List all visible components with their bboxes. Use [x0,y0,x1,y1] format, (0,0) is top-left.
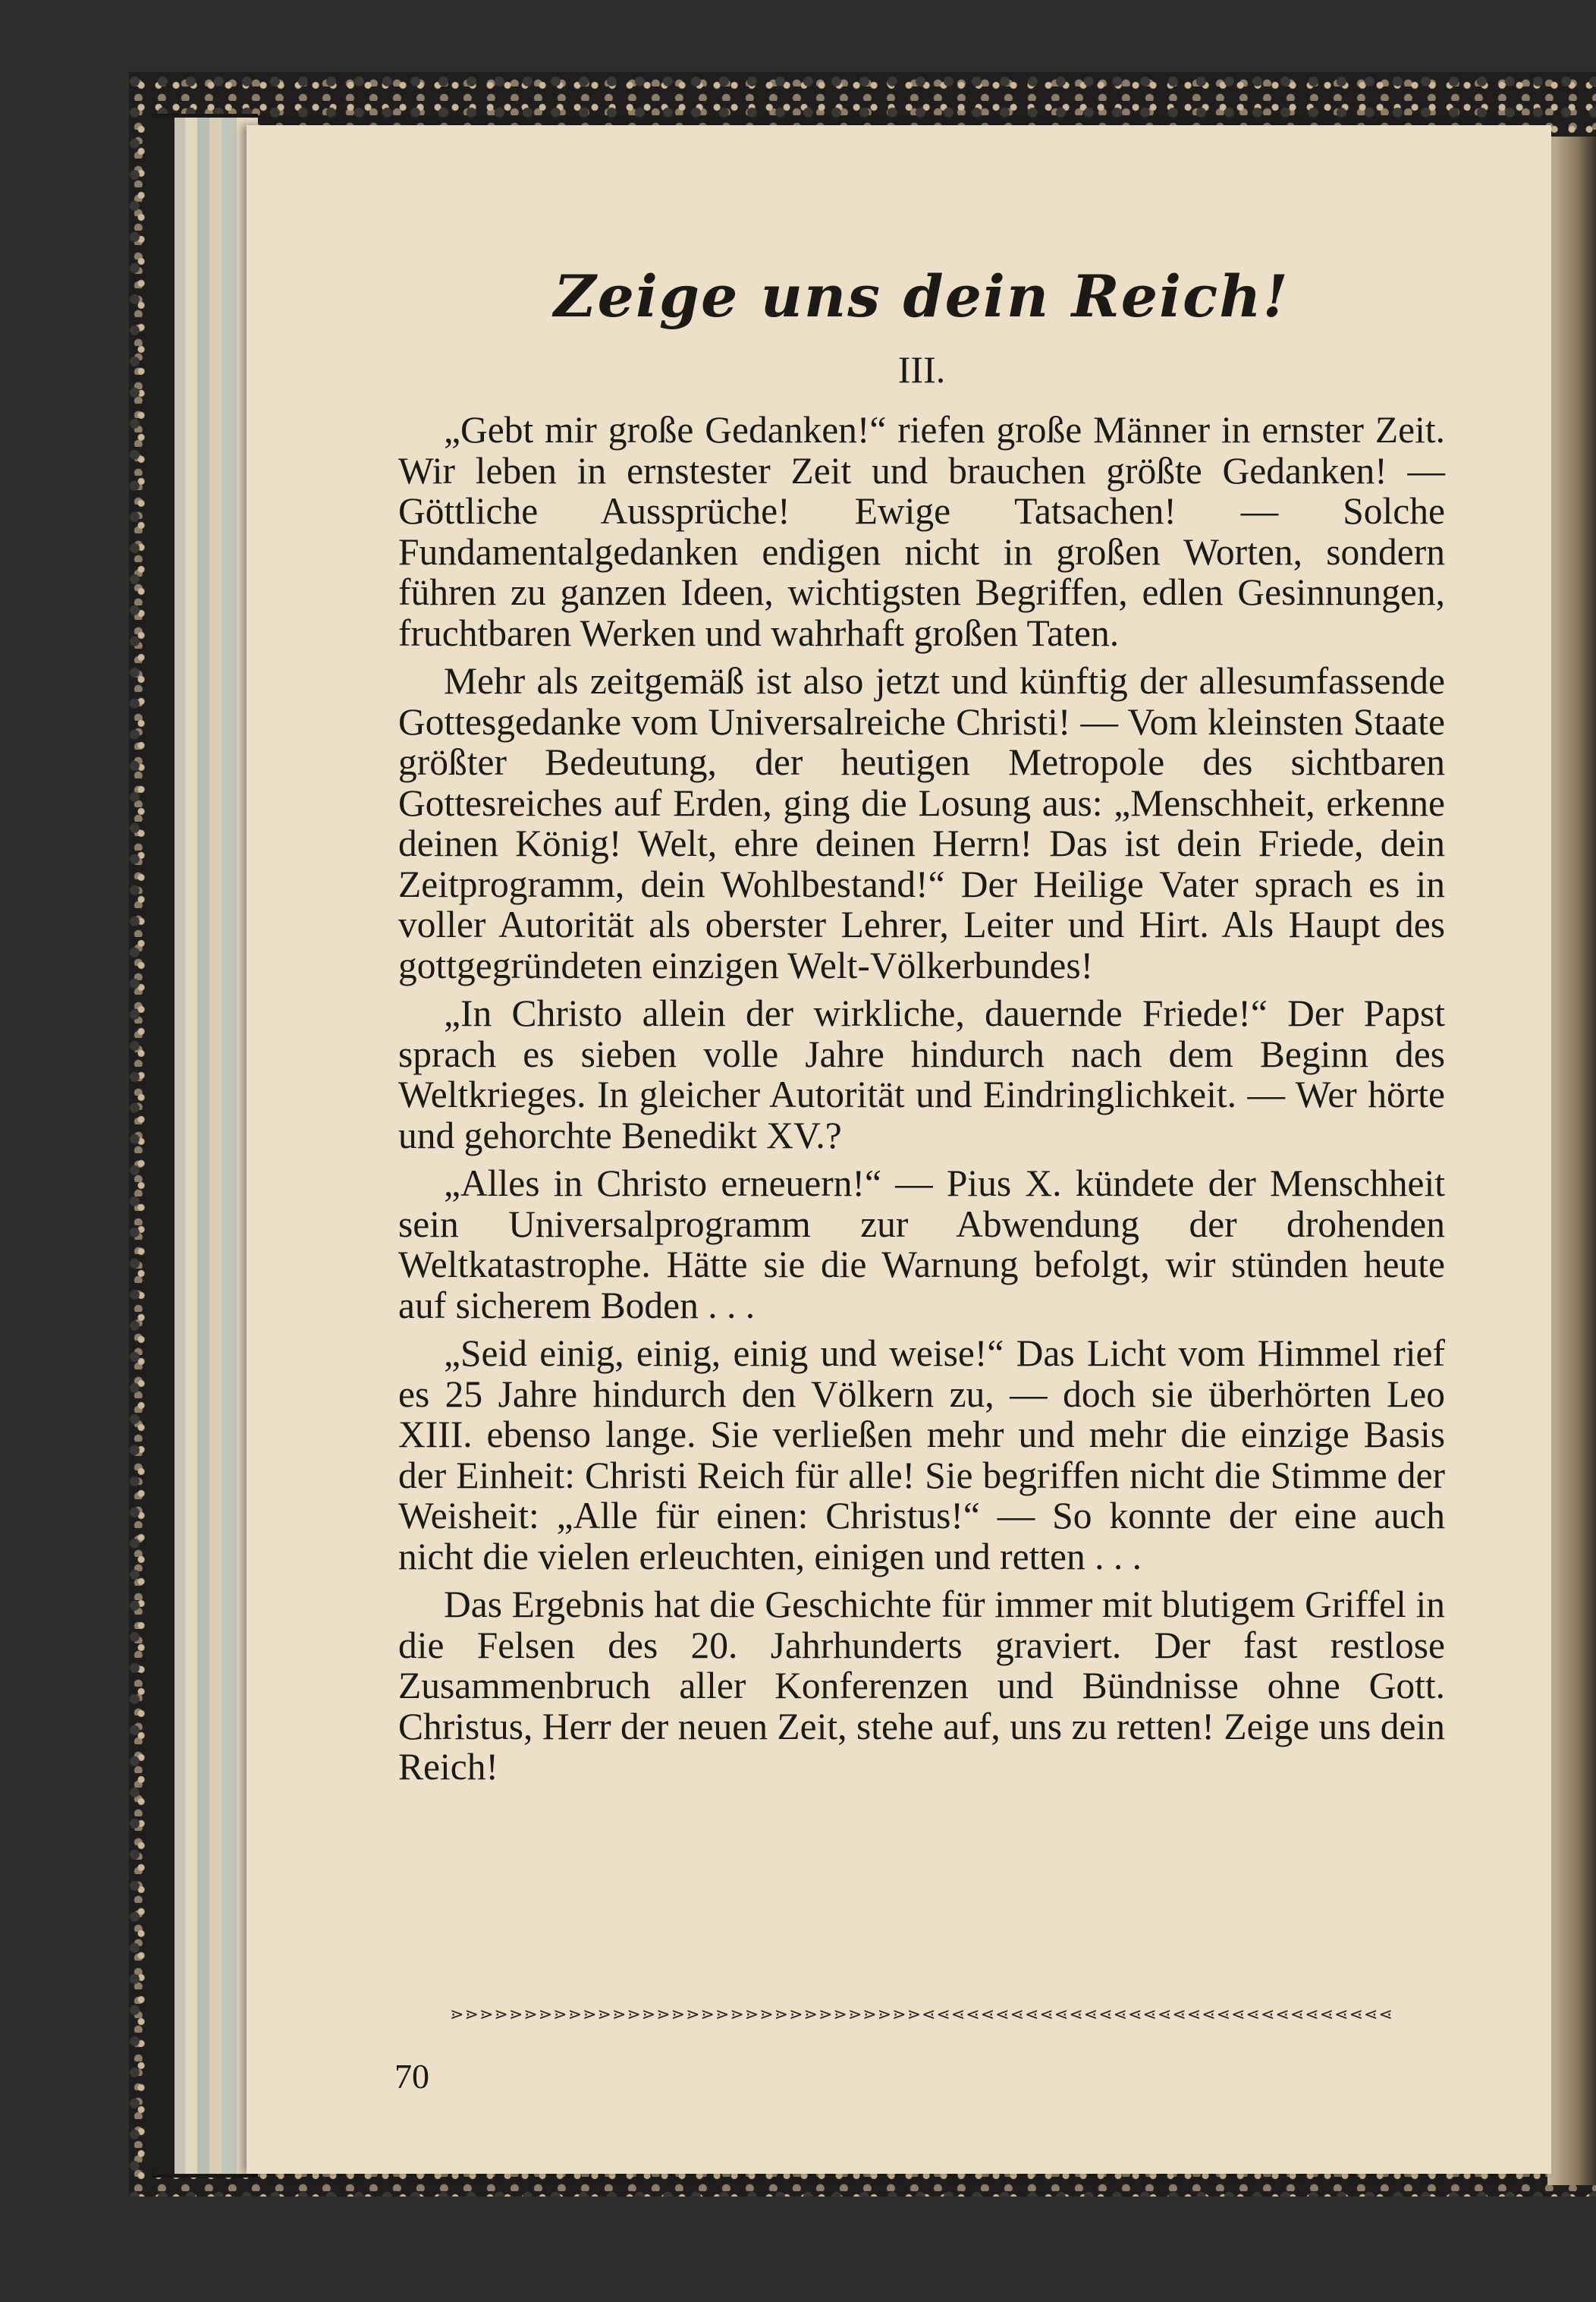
book-page [247,125,1551,2174]
paragraph: Das Ergebnis hat die Geschichte für immer mit blutigem Griffel in die Felsen des 20. Jahrhunderts graviert. Der fast restlose Zusammenbruch aller Konferenzen und Bündnisse ohne Gott. Christus, Herr der neuen Zeit, stehe auf, uns zu retten! Zeige uns dein Reich! [398,1583,1445,1788]
book-gutter [1547,137,1596,2185]
section-number: III. [897,348,946,392]
paragraph: „Alles in Christo erneuern!“ — Pius X. kündete der Menschheit sein Universalprogramm zur Abwendung der drohenden Weltkatastrophe. Hätte sie die Warnung befolgt, wir stünden heute auf sicherem Boden . . . [398,1162,1445,1326]
paragraph: „Gebt mir große Gedanken!“ riefen große Männer in ernster Zeit. Wir leben in ernstester Zeit und brauchen größte Gedanken! — Göttliche Aussprüche! Ewige Tatsachen! — Solche Fundamentalgedanken endigen nicht in großen Worten, sondern führen zu ganzen Ideen, wichtigsten Begriffen, edlen Gesinnungen, fruchtbaren Werken und wahrhaft großen Taten. [398,409,1445,654]
page-number: 70 [394,2057,429,2096]
paragraph: Mehr als zeitgemäß ist also jetzt und künftig der allesumfassende Gottesgedanke vom Universalreiche Christi! — Vom kleinsten Staate größter Bedeutung, der heutigen Metropole des sichtbaren Gottesreiches auf Erden, ging die Losung aus: „Menschheit, erkenne deinen König! Welt, ehre deinen Herrn! Das ist dein Friede, dein Zeitprogramm, dein Wohlbestand!“ Der Heilige Vater sprach es in voller Autorität als oberster Lehrer, Leiter und Hirt. Als Haupt des gottgegründeten einzigen Welt-Völkerbundes! [398,660,1445,986]
paragraph: „In Christo allein der wirkliche, dauernde Friede!“ Der Papst sprach es sieben volle Jahre hindurch nach dem Beginn des Weltkrieges. In gleicher Autorität und Eindringlichkeit. — Wer hörte und gehorchte Benedikt XV.? [398,992,1445,1156]
decorative-divider: ⋗⋗⋗⋗⋗⋗⋗⋗⋗⋗⋗⋗⋗⋗⋗⋗⋗⋗⋗⋗⋗⋗⋗⋗⋗⋗⋗⋗⋗⋗⋗⋗⋖⋖⋖⋖⋖⋖⋖⋖⋖⋖⋖⋖⋖⋖⋖⋖⋖⋖⋖⋖⋖⋖⋖⋖⋖⋖⋖⋖⋖⋖⋖⋖ [450,2005,1393,2024]
page-stack-edges [174,118,258,2174]
page-content [398,262,1445,1795]
paragraph: „Seid einig, einig, einig und weise!“ Das Licht vom Himmel rief es 25 Jahre hindurch den Völkern zu, — doch sie überhörten Leo XIII. ebenso lange. Sie verließen mehr und mehr die einzige Basis der Einheit: Christi Reich für alle! Sie begriffen nicht die Stimme der Weisheit: „Alle für einen: Christus!“ — So konnte der eine auch nicht die vielen erleuchten, einigen und retten . . . [398,1332,1445,1577]
chapter-title: Zeige uns dein Reich! [554,263,1290,330]
